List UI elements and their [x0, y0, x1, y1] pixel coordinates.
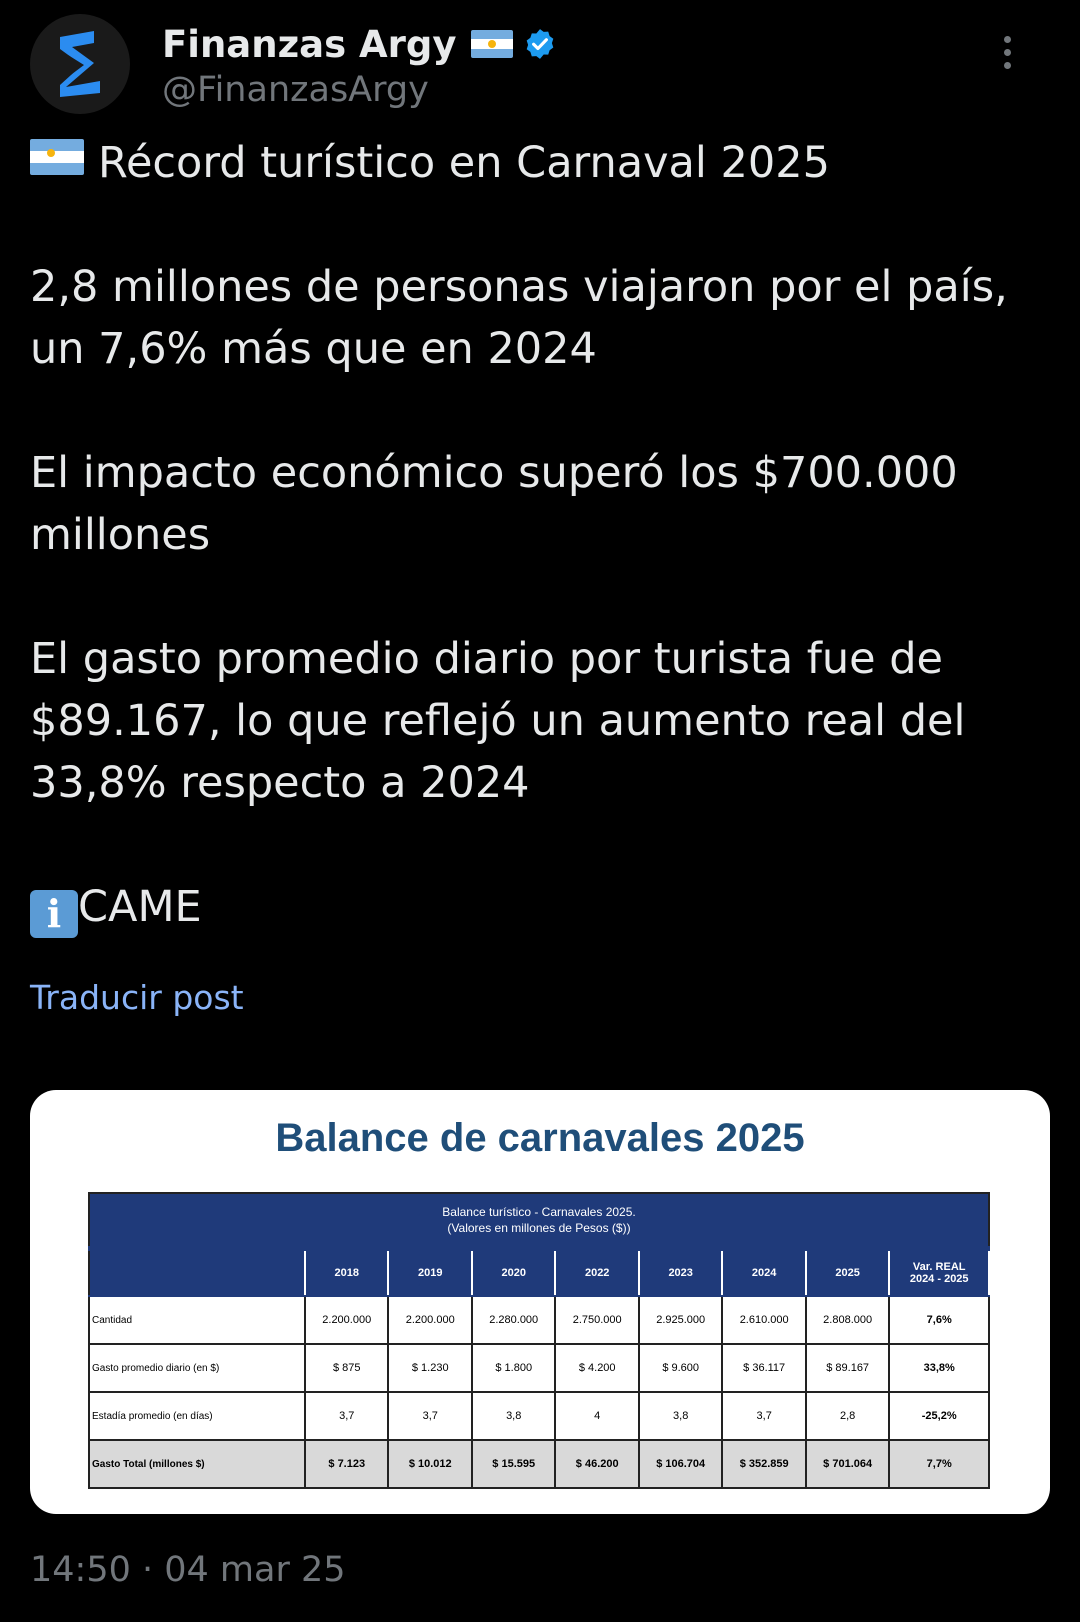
- post-source-line: [30, 876, 1040, 938]
- table-row: Gasto promedio diario (en $) $ 875 $ 1.230 $ 1.800 $ 4.200 $ 9.600 $ 36.117 $ 89.167 33,8%: [89, 1344, 989, 1392]
- post-image-card[interactable]: [30, 1090, 1050, 1514]
- post-source: CAME: [78, 882, 202, 932]
- finanzas-argy-logo-icon: [54, 29, 106, 99]
- user-handle[interactable]: @FinanzasArgy: [162, 70, 429, 110]
- table-caption: Balance turístico - Carnavales 2025. (Valores en millones de Pesos ($)): [89, 1193, 989, 1249]
- post-text: [30, 132, 1040, 938]
- post-title-line: Récord turístico en Carnaval 2025: [30, 132, 1040, 194]
- table-header: 2025: [806, 1249, 889, 1297]
- card-title: Balance de carnavales 2025: [275, 1116, 805, 1160]
- more-options-icon[interactable]: [1002, 36, 1012, 72]
- post-header: [30, 14, 1050, 114]
- info-icon: i: [30, 890, 78, 938]
- post-timestamp[interactable]: 14:50 · 04 mar 25: [30, 1550, 346, 1590]
- table-header: 2018: [305, 1249, 388, 1297]
- table-header: 2019: [388, 1249, 471, 1297]
- display-name[interactable]: Finanzas Argy: [162, 22, 457, 66]
- balance-table: [88, 1192, 990, 1489]
- post-paragraph: 2,8 millones de personas viajaron por el país, un 7,6% más que en 2024: [30, 262, 1008, 374]
- post-paragraph: El impacto económico superó los $700.000 millones: [30, 448, 958, 560]
- post-paragraph: El gasto promedio diario por turista fue de $89.167, lo que reflejó un aumento real del 33,8% respecto a 2024: [30, 634, 966, 808]
- translate-post-link[interactable]: Traducir post: [30, 978, 244, 1017]
- table-row-total: Gasto Total (millones $) $ 7.123 $ 10.012 $ 15.595 $ 46.200 $ 106.704 $ 352.859 $ 701.064 7,7%: [89, 1440, 989, 1488]
- table-header-blank: [89, 1249, 305, 1297]
- table-row: Cantidad 2.200.000 2.200.000 2.280.000 2.750.000 2.925.000 2.610.000 2.808.000 7,6%: [89, 1296, 989, 1344]
- table-row: Estadía promedio (en días) 3,7 3,7 3,8 4 3,8 3,7 2,8 -25,2%: [89, 1392, 989, 1440]
- table-header: 2020: [472, 1249, 555, 1297]
- table-header-var: Var. REAL 2024 - 2025: [889, 1249, 989, 1297]
- argentina-flag-icon: [471, 30, 513, 58]
- table-header: 2024: [722, 1249, 805, 1297]
- argentina-flag-icon: [30, 139, 84, 175]
- table-header: 2022: [555, 1249, 638, 1297]
- table-header: 2023: [639, 1249, 722, 1297]
- verified-badge-icon[interactable]: [523, 27, 557, 61]
- avatar[interactable]: [30, 14, 130, 114]
